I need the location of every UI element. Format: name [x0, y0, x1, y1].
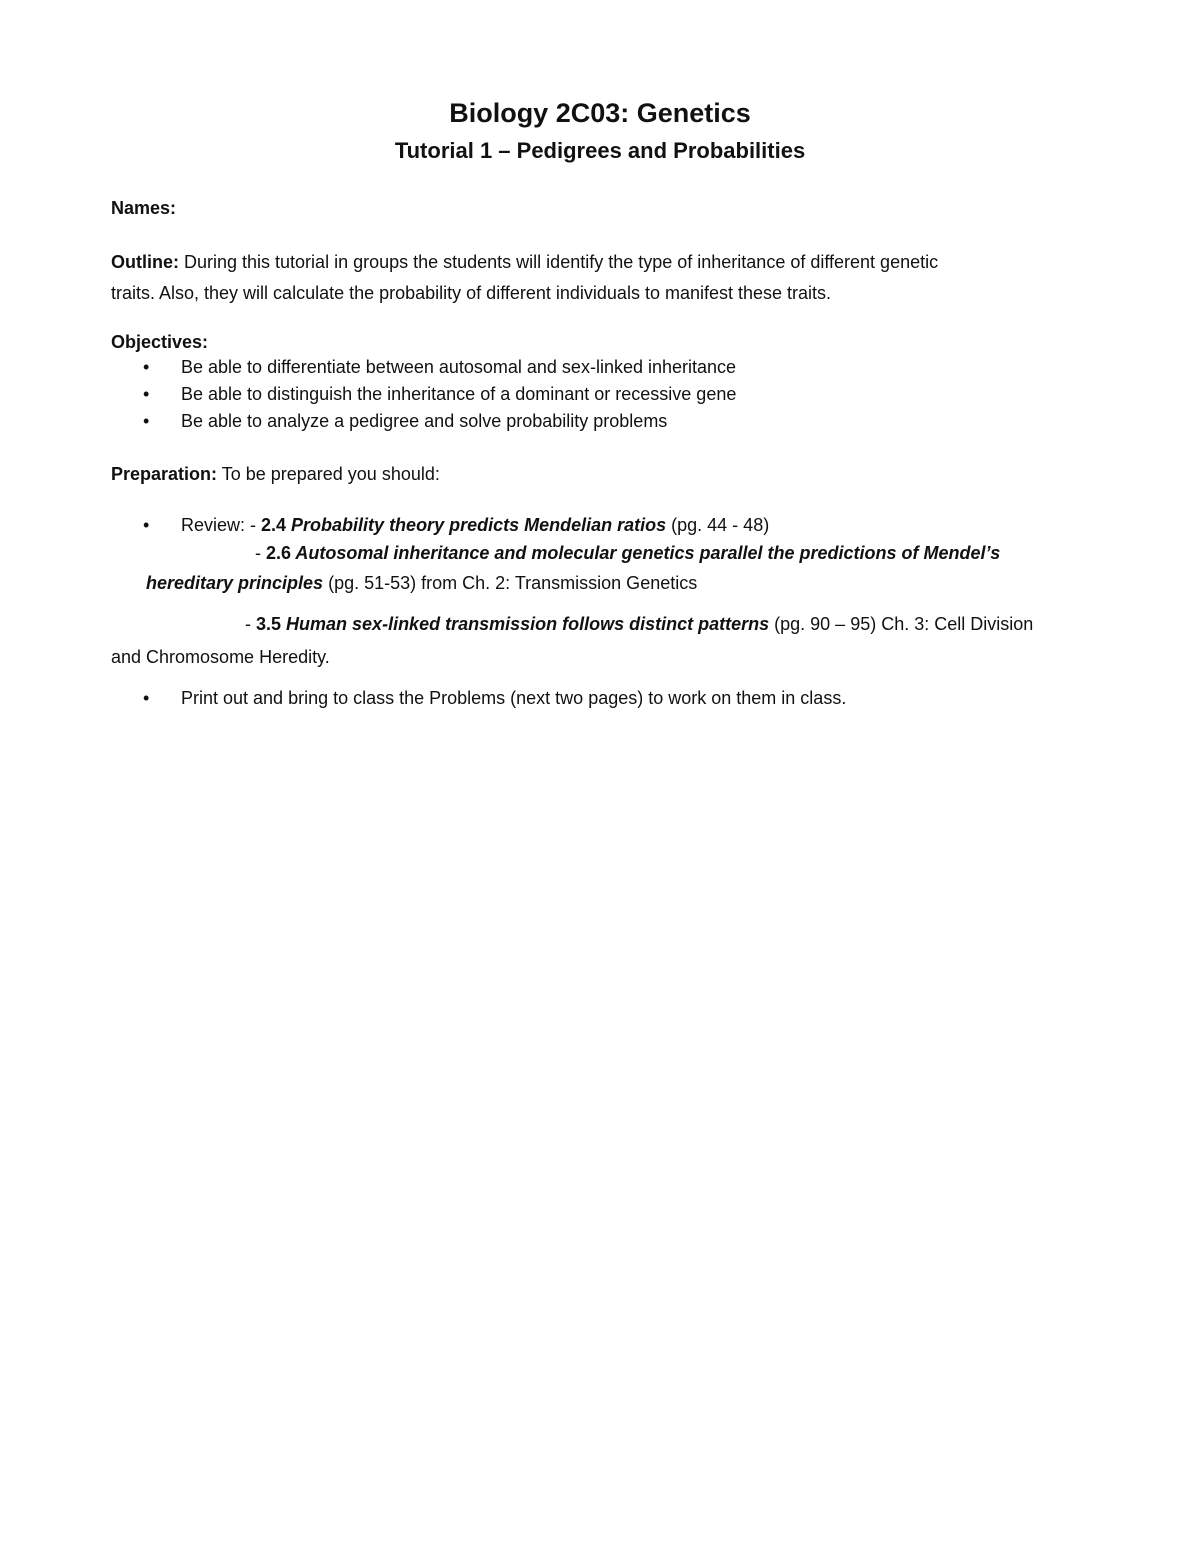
outline-text-1: During this tutorial in groups the students will identify the type of inheritance of different genetic [179, 252, 939, 272]
bullet-icon: • [143, 688, 150, 708]
review-line-1: Review: - 2.4 Probability theory predicts Mendelian ratios (pg. 44 - 48) [181, 515, 770, 535]
review-line-3: hereditary principles (pg. 51-53) from Ch. 2: Transmission Genetics [146, 573, 698, 593]
names-label: Names: [111, 198, 177, 218]
print-item: Print out and bring to class the Problems (next two pages) to work on them in class. [181, 688, 847, 708]
review-line-4: - 3.5 Human sex-linked transmission follows distinct patterns (pg. 90 – 95) Ch. 3: Cell Division [245, 614, 1034, 634]
preparation-intro: To be prepared you should: [217, 464, 440, 484]
objective-item: Be able to differentiate between autosomal and sex-linked inheritance [181, 357, 737, 377]
objective-item: Be able to analyze a pedigree and solve probability problems [181, 411, 668, 431]
document-subtitle: Tutorial 1 – Pedigrees and Probabilities [394, 138, 806, 163]
outline-label: Outline: [111, 252, 179, 272]
outline-line-2: traits. Also, they will calculate the probability of different individuals to manifest these traits. [111, 283, 832, 303]
review-line-2: - 2.6 Autosomal inheritance and molecular genetics parallel the predictions of Mendel’s [255, 543, 1001, 563]
outline-line-1 [111, 250, 938, 274]
review-line-5: and Chromosome Heredity. [111, 647, 330, 667]
bullet-icon: • [143, 357, 150, 377]
bullet-icon: • [143, 411, 150, 431]
bullet-icon: • [143, 384, 150, 404]
objectives-label: Objectives: [111, 332, 209, 352]
bullet-icon: • [143, 515, 150, 535]
document-title: Biology 2C03: Genetics [449, 98, 751, 128]
objective-item: Be able to distinguish the inheritance of a dominant or recessive gene [181, 384, 737, 404]
preparation-label: Preparation: [111, 464, 218, 484]
preparation-line [111, 462, 440, 486]
